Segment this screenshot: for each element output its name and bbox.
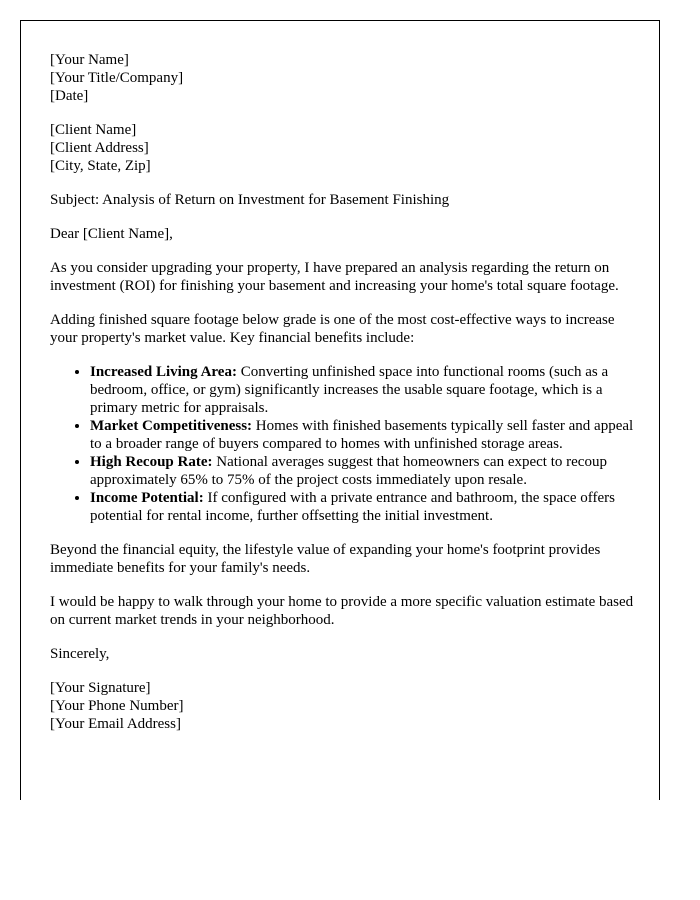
benefit-label: Income Potential:	[90, 490, 204, 506]
recipient-block	[50, 121, 634, 175]
recipient-address: [Client Address]	[50, 140, 149, 156]
recipient-name: [Client Name]	[50, 122, 137, 138]
benefit-text: National averages suggest that homeowners can expect to recoup approximately 65% to 75% of the project costs immediately upon resale.	[90, 454, 607, 488]
list-item	[90, 417, 634, 453]
sender-name: [Your Name]	[50, 52, 129, 68]
list-item	[90, 453, 634, 489]
sender-block	[50, 51, 634, 105]
lifestyle-paragraph: Beyond the financial equity, the lifestyle value of expanding your home's footprint provides immediate benefits for your family's needs.	[50, 542, 601, 576]
recipient-city-state-zip: [City, State, Zip]	[50, 158, 151, 174]
offer-paragraph: I would be happy to walk through your home to provide a more specific valuation estimate based on current market trends in your neighborhood.	[50, 594, 634, 628]
benefit-text: If configured with a private entrance and bathroom, the space offers potential for rental income, further offsetting the initial investment.	[90, 490, 615, 524]
sender-title-company: [Your Title/Company]	[50, 70, 184, 86]
letter-page	[20, 20, 660, 800]
email-address: [Your Email Address]	[50, 716, 181, 732]
salutation: Dear [Client Name],	[50, 226, 173, 242]
list-item	[90, 363, 634, 417]
phone-number: [Your Phone Number]	[50, 698, 184, 714]
benefit-text: Converting unfinished space into functional rooms (such as a bedroom, office, or gym) significantly increases the usable square footage, which is a primary metric for appraisals.	[90, 364, 609, 416]
benefit-label: High Recoup Rate:	[90, 454, 213, 470]
list-item	[90, 489, 634, 525]
benefit-label: Increased Living Area:	[90, 364, 237, 380]
letter-body	[50, 51, 634, 749]
signature-block	[50, 679, 634, 733]
intro-paragraph: As you consider upgrading your property, I have prepared an analysis regarding the return on investment (ROI) for finishing your basement and increasing your home's total square footage.	[50, 260, 619, 294]
benefit-text: Homes with finished basements typically sell faster and appeal to a broader range of buyers compared to homes with unfinished storage areas.	[90, 418, 634, 452]
benefit-label: Market Competitiveness:	[90, 418, 253, 434]
benefits-list	[50, 363, 634, 525]
signoff: Sincerely,	[50, 646, 110, 662]
letter-date: [Date]	[50, 88, 89, 104]
benefits-intro-paragraph: Adding finished square footage below grade is one of the most cost-effective ways to increase your property's market value. Key financial benefits include:	[50, 312, 615, 346]
signature-placeholder: [Your Signature]	[50, 680, 151, 696]
subject-line: Subject: Analysis of Return on Investment for Basement Finishing	[50, 192, 450, 208]
